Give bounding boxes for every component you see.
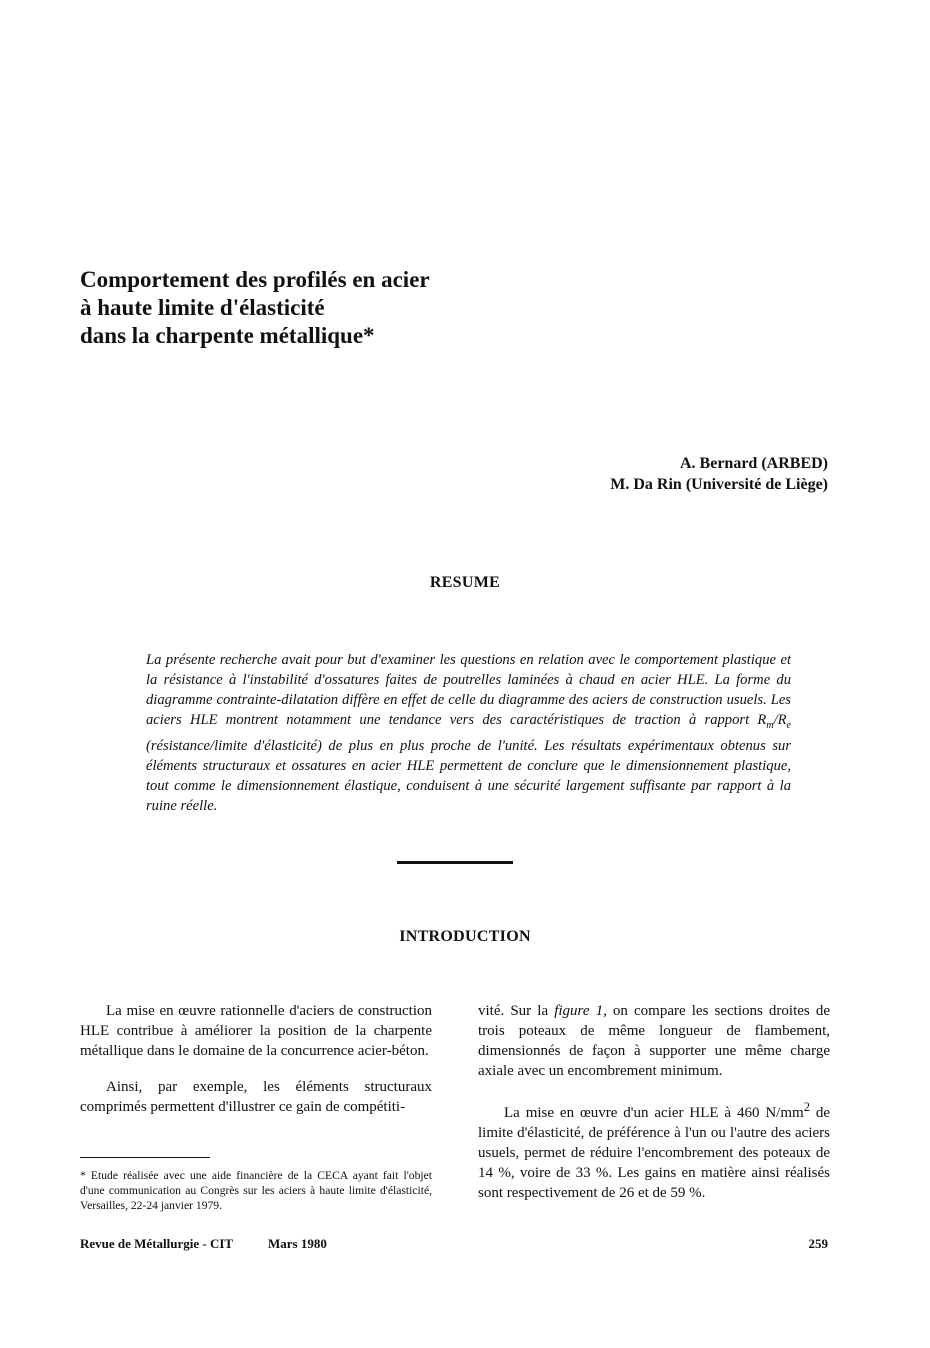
text-run: on compare les sections droites de trois poteaux de même longueur de flambement, dimensionnés de façon à supporter une même charge axiale avec un encombrement minimum. xyxy=(478,1003,831,1079)
title-line: Comportement des profilés en acier xyxy=(80,267,430,292)
footer-date: Mars 1980 xyxy=(268,1236,327,1251)
paragraph: La mise en œuvre rationnelle d'aciers de construction HLE contribue à améliorer la position de la charpente métallique dans le domaine de la concurrence acier-béton. xyxy=(80,1003,432,1059)
subscript-e: e xyxy=(786,719,791,731)
page-number: 259 xyxy=(808,1236,828,1251)
abstract-part: La présente recherche avait pour but d'examiner les questions en relation avec le comportement plastique et la résistance à l'instabilité d'ossatures faites de poutrelles laminées à chaud en acier HLE. La forme du diagramme contrainte-dilatation diffère en effet de celle du diagramme des aciers de construction usuels. Les aciers HLE montrent notamment une tendance vers des caractéristiques de traction à rapport R xyxy=(146,652,791,728)
author-block xyxy=(610,453,828,495)
footnote: * Etude réalisée avec une aide financière de la CECA ayant fait l'objet d'une communication au Congrès sur les aciers à haute limite d'élasticité, Versailles, 22-24 janvier 1979. xyxy=(80,1169,432,1212)
figure-reference: figure 1, xyxy=(554,1003,607,1019)
left-column xyxy=(80,1001,432,1133)
introduction-heading: INTRODUCTION xyxy=(399,928,531,945)
author-line: A. Bernard (ARBED) xyxy=(680,455,828,472)
subscript-m: m xyxy=(766,719,774,731)
superscript: 2 xyxy=(803,1100,810,1114)
ratio-slash: /R xyxy=(773,712,787,728)
title-line: à haute limite d'élasticité xyxy=(80,295,325,320)
article-title xyxy=(80,266,600,350)
paragraph xyxy=(478,1097,830,1203)
right-column xyxy=(478,1001,830,1219)
author-line: M. Da Rin (Université de Liège) xyxy=(610,476,828,493)
abstract-text xyxy=(146,650,791,816)
abstract-part: (résistance/limite d'élasticité) de plus en plus proche de l'unité. Les résultats expérimentaux obtenus sur éléments structuraux et ossatures en acier HLE permettent de conclure que le dimensionnement plastique, tout comme le dimensionnement élastique, conduisent à une sécurité largement suffisante par rapport à la ruine réelle. xyxy=(146,737,791,814)
text-run: vité. Sur la xyxy=(478,1003,555,1019)
resume-heading: RESUME xyxy=(429,574,501,591)
text-run: de limite d'élasticité, de préférence à l'un ou l'autre des aciers usuels, permet de réduire l'encombrement des poteaux de 14 %, voire de 33 %. Les gains en matière ainsi réalisés sont respectivement de 26 et de 59 %. xyxy=(478,1105,830,1201)
paragraph: Ainsi, par exemple, les éléments structuraux comprimés permettent d'illustrer ce gain de compétiti- xyxy=(80,1079,432,1115)
footnote-rule xyxy=(80,1157,210,1158)
text-run: La mise en œuvre d'un acier HLE à 460 N/mm xyxy=(504,1105,804,1121)
footer-journal: Revue de Métallurgie - CIT xyxy=(80,1236,234,1251)
title-line: dans la charpente métallique* xyxy=(80,323,375,348)
section-divider xyxy=(397,861,513,864)
paragraph xyxy=(478,1001,830,1081)
